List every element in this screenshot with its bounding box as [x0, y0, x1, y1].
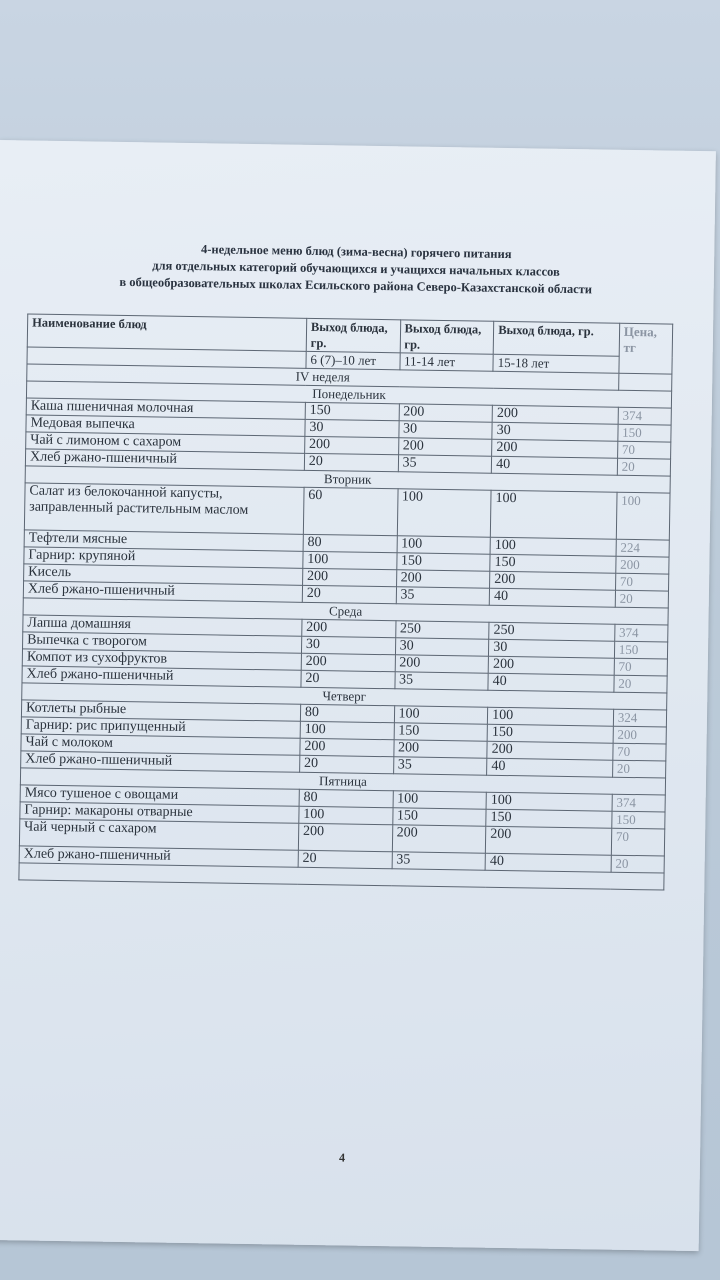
dish-name: Тефтели мясные	[24, 530, 303, 551]
dish-name: Чай черный с сахаром	[19, 819, 298, 850]
output-age-3: 100	[488, 707, 614, 726]
dish-name: Выпечка с творогом	[23, 632, 302, 653]
dish-name: Гарнир: макароны отварные	[20, 802, 299, 823]
day-label: Среда	[23, 598, 668, 625]
dish-price: 20	[612, 760, 665, 778]
output-age-2: 35	[392, 852, 486, 870]
dish-name: Хлеб ржано-пшеничный	[21, 751, 300, 772]
output-age-1: 100	[303, 551, 397, 569]
title-line-1: 4-недельное меню блюд (зима-весна) горячего питания	[200, 242, 512, 262]
dish-name: Хлеб ржано-пшеничный	[19, 846, 298, 867]
dish-name: Хлеб ржано-пшеничный	[25, 449, 304, 470]
output-age-1: 80	[299, 789, 393, 807]
output-age-1: 60	[303, 487, 397, 535]
output-age-3: 100	[486, 792, 612, 811]
output-age-3: 150	[490, 554, 616, 573]
output-age-1: 30	[305, 419, 399, 437]
output-age-3: 40	[485, 853, 611, 872]
output-age-1: 80	[303, 534, 397, 552]
dish-price: 324	[613, 709, 666, 727]
output-age-1: 200	[300, 738, 394, 756]
output-age-3: 150	[486, 809, 612, 828]
output-age-1: 200	[302, 619, 396, 637]
output-age-1: 20	[302, 585, 396, 603]
dish-price: 20	[615, 590, 668, 608]
paper-sheet	[0, 140, 716, 1251]
output-age-3: 100	[490, 537, 616, 556]
output-age-2: 200	[393, 740, 487, 758]
dish-price: 374	[614, 624, 667, 642]
output-age-1: 200	[304, 436, 398, 454]
dish-price: 20	[611, 855, 664, 873]
dish-name: Лапша домашняя	[23, 615, 302, 636]
output-age-3: 30	[492, 422, 618, 441]
output-age-1: 20	[298, 850, 392, 868]
output-age-2: 100	[397, 489, 491, 537]
dish-name: Компот из сухофруктов	[22, 649, 301, 670]
output-age-1: 20	[304, 453, 398, 471]
dish-price: 200	[613, 726, 666, 744]
age-group-2: 11-14 лет	[399, 353, 493, 371]
output-age-3: 200	[487, 741, 613, 760]
output-age-1: 200	[298, 823, 392, 851]
output-age-2: 35	[398, 455, 492, 473]
dish-name: Мясо тушеное с овощами	[20, 785, 299, 806]
output-age-2: 200	[396, 570, 490, 588]
dish-name: Хлеб ржано-пшеничный	[22, 666, 301, 687]
dish-price: 374	[612, 794, 665, 812]
output-age-2: 150	[392, 808, 486, 826]
dish-name: Чай с молоком	[21, 734, 300, 755]
output-age-2: 30	[398, 421, 492, 439]
dish-price: 374	[618, 407, 671, 425]
dish-name: Гарнир: рис припущенный	[21, 717, 300, 738]
age-group-1: 6 (7)–10 лет	[306, 351, 400, 369]
output-age-3: 200	[490, 571, 616, 590]
dish-price: 150	[614, 641, 667, 659]
output-age-2: 200	[395, 655, 489, 673]
dish-price: 70	[613, 743, 666, 761]
dish-name: Котлеты рыбные	[21, 700, 300, 721]
output-age-2: 200	[399, 404, 493, 422]
dish-price: 150	[618, 424, 671, 442]
menu-table	[18, 313, 673, 890]
title-line-3: в общеобразовательных школах Есильского района Северо-Казахстанской области	[119, 274, 593, 297]
output-age-1: 20	[301, 670, 395, 688]
header-price: Цена, тг	[619, 323, 673, 374]
dish-price: 70	[617, 441, 670, 459]
dish-name: Гарнир: крупяной	[24, 547, 303, 568]
day-label: Пятница	[20, 768, 665, 795]
output-age-2: 100	[397, 536, 491, 554]
output-age-2: 100	[394, 706, 488, 724]
dish-price: 20	[617, 458, 670, 476]
dish-price: 20	[614, 675, 667, 693]
dish-name: Чай с лимоном с сахаром	[26, 432, 305, 453]
output-age-3: 40	[489, 588, 615, 607]
dish-name: Салат из белокочанной капусты, заправленный растительным маслом	[24, 483, 304, 534]
dish-name: Кисель	[24, 564, 303, 585]
day-label: Понедельник	[26, 381, 671, 408]
header-output-3: Выход блюда, гр.	[493, 321, 619, 356]
dish-price: 70	[611, 828, 665, 856]
output-age-3: 40	[488, 673, 614, 692]
output-age-1: 100	[300, 721, 394, 739]
output-age-1: 80	[300, 704, 394, 722]
dish-name: Каша пшеничная молочная	[26, 398, 305, 419]
dish-price: 150	[612, 811, 665, 829]
dish-price: 200	[616, 556, 669, 574]
dish-price: 100	[616, 492, 670, 540]
output-age-2: 35	[393, 757, 487, 775]
output-age-1: 150	[305, 402, 399, 420]
output-age-3: 100	[490, 490, 616, 539]
output-age-1: 200	[301, 653, 395, 671]
output-age-2: 250	[395, 621, 489, 639]
dish-price: 224	[616, 539, 669, 557]
output-age-3: 30	[489, 639, 615, 658]
dish-name: Медовая выпечка	[26, 415, 305, 436]
output-age-3: 40	[487, 758, 613, 777]
output-age-2: 100	[393, 791, 487, 809]
header-dish-name: Наименование блюд	[27, 314, 306, 351]
week-label: IV неделя	[27, 364, 619, 390]
header-output-2: Выход блюда, гр.	[400, 320, 494, 354]
dish-price: 70	[615, 573, 668, 591]
title-line-2: для отдельных категорий обучающихся и учащихся начальных классов	[152, 258, 560, 279]
output-age-2: 35	[396, 587, 490, 605]
age-group-3: 15-18 лет	[493, 354, 619, 373]
output-age-3: 200	[488, 656, 614, 675]
output-age-1: 30	[301, 636, 395, 654]
document-title	[0, 238, 714, 300]
output-age-3: 250	[489, 622, 615, 641]
output-age-2: 30	[395, 638, 489, 656]
dish-price: 70	[614, 658, 667, 676]
header-output-1: Выход блюда, гр.	[306, 318, 400, 352]
week-price-empty	[618, 373, 671, 391]
output-age-3: 200	[486, 826, 612, 855]
output-age-2: 150	[394, 723, 488, 741]
output-age-2: 200	[392, 825, 486, 853]
output-age-3: 150	[487, 724, 613, 743]
day-label: Вторник	[25, 466, 670, 493]
output-age-3: 40	[491, 456, 617, 475]
output-age-1: 100	[299, 806, 393, 824]
output-age-1: 20	[299, 755, 393, 773]
output-age-3: 200	[492, 405, 618, 424]
output-age-3: 200	[492, 439, 618, 458]
dish-name: Хлеб ржано-пшеничный	[23, 581, 302, 602]
day-label: Четверг	[22, 683, 667, 710]
output-age-1: 200	[302, 568, 396, 586]
page-number: 4	[338, 1150, 346, 1165]
output-age-2: 150	[396, 553, 490, 571]
output-age-2: 35	[394, 672, 488, 690]
output-age-2: 200	[398, 438, 492, 456]
